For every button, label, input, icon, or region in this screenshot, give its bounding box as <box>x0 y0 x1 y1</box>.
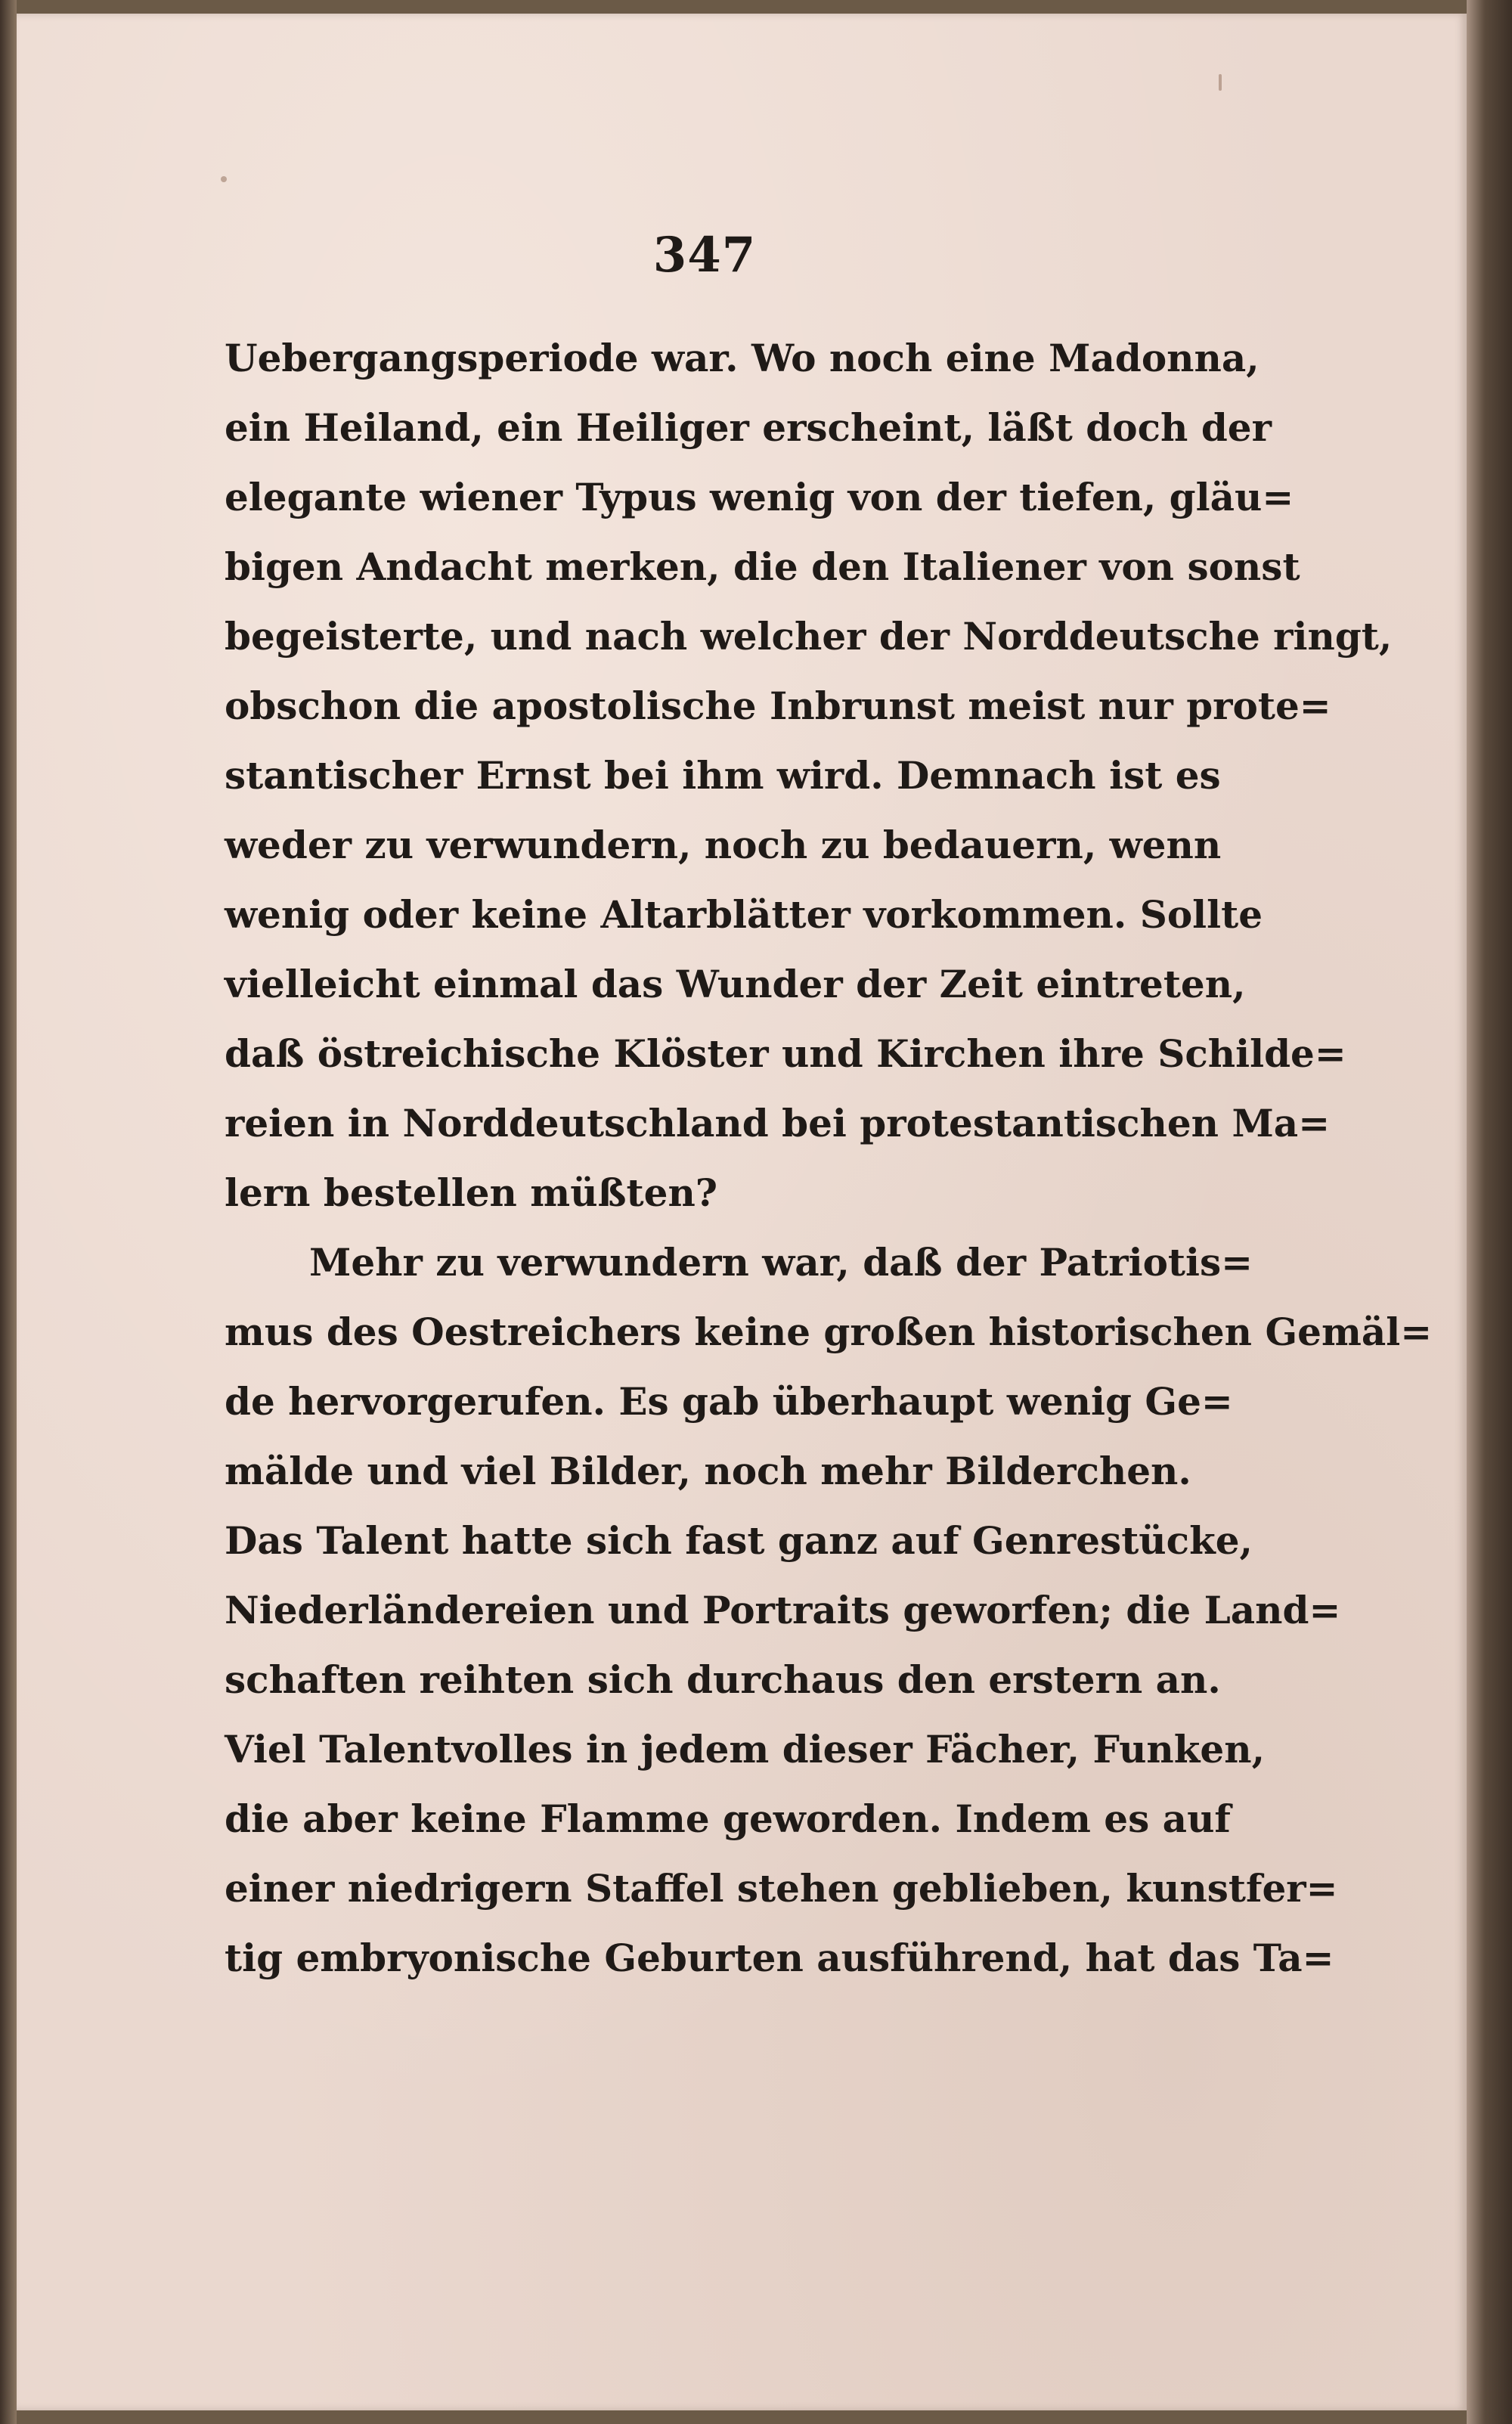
text-line: Viel Talentvolles in jedem dieser Fächer, Funken, <box>225 1727 1266 1772</box>
paragraph-1 <box>225 324 1393 1228</box>
text-line: Uebergangsperiode war. Wo noch eine Madonna, <box>225 336 1259 380</box>
text-line: mälde und viel Bilder, noch mehr Bilderchen. <box>225 1449 1191 1493</box>
text-line: elegante wiener Typus wenig von der tiefen, gläu= <box>225 475 1294 519</box>
paper-speck <box>1219 74 1222 91</box>
text-line: ein Heiland, ein Heiliger erscheint, läßt doch der <box>225 405 1272 450</box>
text-line: reien in Norddeutschland bei protestantischen Ma= <box>225 1101 1331 1145</box>
text-line: tig embryonische Geburten ausführend, hat das Ta= <box>225 1936 1334 1980</box>
text-line: begeisterte, und nach welcher der Norddeutsche ringt, <box>225 614 1393 659</box>
text-line: obschon die apostolische Inbrunst meist nur prote= <box>225 683 1331 728</box>
text-line: de hervorgerufen. Es gab überhaupt wenig Ge= <box>225 1379 1233 1424</box>
book-page-edge <box>1467 0 1512 2424</box>
text-line: die aber keine Flamme geworden. Indem es auf <box>225 1796 1231 1841</box>
text-line: mus des Oestreichers keine großen historischen Gemäl= <box>225 1310 1433 1354</box>
text-line: Mehr zu verwundern war, daß der Patriotis= <box>309 1240 1253 1285</box>
paragraph-2 <box>225 1228 1433 1993</box>
text-line: wenig oder keine Altarblätter vorkommen. Sollte <box>225 892 1263 937</box>
text-line: daß östreichische Klöster und Kirchen ihre Schilde= <box>225 1031 1346 1076</box>
text-line: vielleicht einmal das Wunder der Zeit eintreten, <box>225 962 1246 1006</box>
text-line: Niederländereien und Portraits geworfen; die Land= <box>225 1588 1341 1632</box>
paper-speck <box>221 176 227 182</box>
text-line: Das Talent hatte sich fast ganz auf Genrestücke, <box>225 1518 1253 1563</box>
body-text <box>225 324 1433 1993</box>
page-number: 347 <box>652 227 757 284</box>
text-line: bigen Andacht merken, die den Italiener von sonst <box>225 544 1300 589</box>
text-line: einer niedrigern Staffel stehen geblieben, kunstfer= <box>225 1866 1338 1911</box>
text-line: stantischer Ernst bei ihm wird. Demnach ist es <box>225 753 1221 798</box>
book-spine-edge <box>0 0 17 2424</box>
text-line: weder zu verwundern, noch zu bedauern, wenn <box>225 823 1222 867</box>
text-line: lern bestellen müßten? <box>225 1170 718 1215</box>
book-page <box>17 14 1467 2410</box>
text-line: schaften reihten sich durchaus den erstern an. <box>225 1657 1221 1702</box>
